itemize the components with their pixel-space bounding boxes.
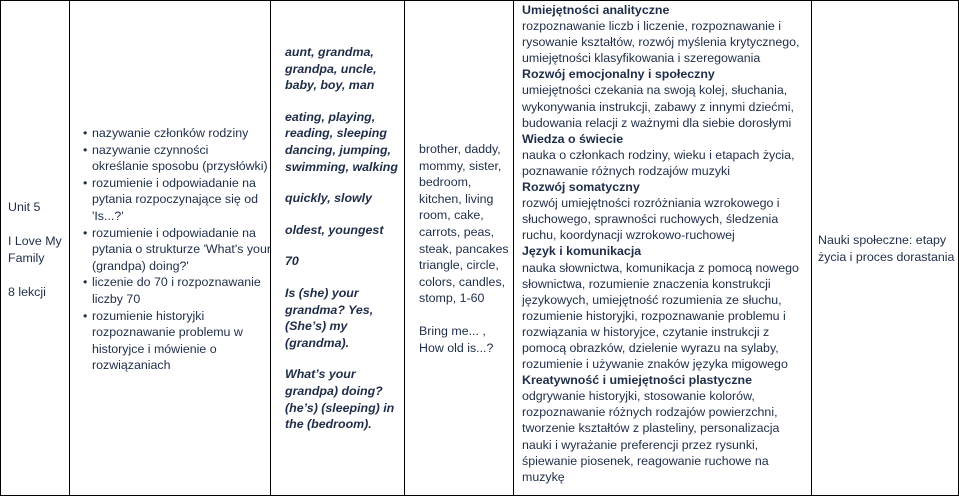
- skill-text: nauka słownictwa, komunikacja z pomocą nowego słownictwa, rozumienie znaczenia konstrukcji językowych, umiejętność rozumienia ze słuchu, rozumienie historyjki, rozpoznawanie problemu i rozwiązania w historyjce, czytanie instrukcji z pomocą obrazków, dzielenie wyrazu na sylaby, rozumienie i używanie znaków języka migowego: [522, 260, 799, 372]
- vocabulary-block: [285, 44, 401, 433]
- list-item: • liczenie do 70 i rozpoznawanie liczby 70: [81, 274, 271, 307]
- social-studies-cell: [812, 0, 958, 496]
- list-item: określanie sposobu (przysłówki): [92, 159, 268, 174]
- list-item: • nazywanie czynności: [81, 142, 271, 159]
- list-item: • nazywanie członków rodziny: [81, 125, 271, 142]
- list-item: • rozumienie i odpowiadanie na pytania rozpoczynające się od 'Is...?': [81, 175, 271, 225]
- vocab-question-is: Is (she) your grandma? Yes, (She’s) my (grandma).: [285, 285, 374, 350]
- vocab-question-what: What’s your grandpa) doing? (he’s) (sleeping) in the (bedroom).: [285, 367, 395, 432]
- skill-heading: Wiedza o świecie: [522, 131, 624, 146]
- skill-heading: Rozwój emocjonalny i społeczny: [522, 67, 715, 82]
- skill-text: nauka o członkach rodziny, wieku i etapach życia, poznawanie różnych rodzajów muzyki: [522, 147, 795, 178]
- list-item: • rozumienie i odpowiadanie na pytania o strukturze 'What's your (grandpa) doing?': [81, 225, 271, 275]
- revision-block: [419, 141, 511, 356]
- revision-cell: [405, 0, 513, 496]
- list-item: rozpoznawanie problemu w historyjce i mówienie o rozwiązaniach: [92, 325, 243, 373]
- list-item: • rozumienie historyjki: [81, 308, 271, 325]
- unit-cell: [1, 0, 69, 496]
- unit-number: Unit 5: [8, 200, 41, 214]
- skill-text: odgrywanie historyjki, stosowanie kolorów, rozpoznawanie różnych rodzajów powierzchni, tworzenie kształtów z plasteliny, personalizacja nauki i wyrażanie preferencji przez rysunki, śpiewanie piosenek, reagowanie ruchowe na muzykę: [522, 389, 780, 484]
- objectives-cell: [70, 0, 270, 496]
- social-studies-text: Nauki społeczne: etapy życia i proces dorastania: [818, 233, 955, 264]
- unit-title-line1: I Love My: [8, 234, 62, 248]
- skill-text: rozwój umiejętności rozróżniania wzrokowego i słuchowego, sprawności ruchowych, śledzenia ruchu, koordynacji wzrokowo-ruchowej: [522, 196, 780, 243]
- skill-text: umiejętności czekania na swoją kolej, słuchania, wykonywania instrukcji, zabawy z innymi dziećmi, budowania relacji z ważnymi dla siebie dorosłymi: [522, 83, 794, 130]
- skill-heading: Umiejętności analityczne: [522, 3, 670, 17]
- vocab-adverbs: quickly, slowly: [285, 191, 372, 206]
- unit-title-line2: Family: [8, 251, 45, 265]
- skills-cell: [514, 0, 811, 496]
- skill-heading: Kreatywność i umiejętności plastyczne: [522, 373, 752, 388]
- skill-heading: Język i komunikacja: [522, 244, 642, 259]
- unit-lessons: 8 lekcji: [8, 285, 46, 299]
- skills-block: [522, 2, 810, 485]
- vocab-family: aunt, grandma, grandpa, uncle, baby, boy, man: [285, 45, 377, 93]
- skill-text: rozpoznawanie liczb i liczenie, rozpoznawanie i rysowanie kształtów, rozwój myślenia krytycznego, umiejętności klasyfikowania i szeregowania: [522, 19, 800, 66]
- vocab-activities: eating, playing, reading, sleeping dancing, jumping, swimming, walking: [285, 109, 398, 174]
- unit-info: [8, 199, 66, 301]
- vocabulary-cell: [271, 0, 404, 496]
- vocab-number: 70: [285, 254, 299, 269]
- objectives-list: [81, 125, 271, 374]
- revision-words: brother, daddy, mommy, sister, bedroom, kitchen, living room, cake, carrots, peas, steak, pancakes triangle, circle, colors, candles, stomp, 1-60: [419, 142, 509, 306]
- skill-heading: Rozwój somatyczny: [522, 180, 640, 195]
- revision-phrases: Bring me... , How old is...?: [419, 323, 494, 355]
- vocab-adjectives: oldest, youngest: [285, 222, 384, 237]
